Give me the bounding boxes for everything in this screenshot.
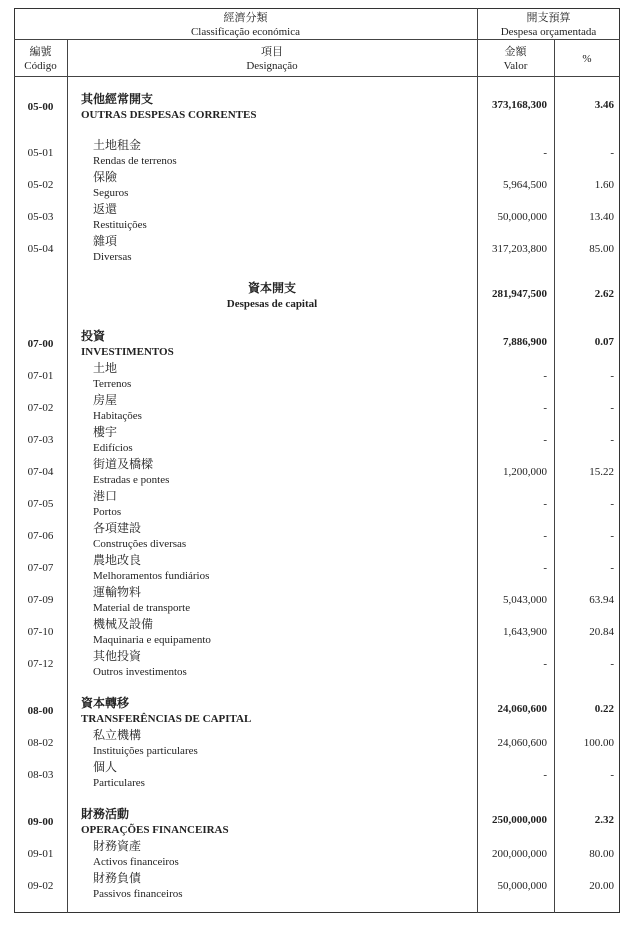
code-header-pt: Código xyxy=(24,60,57,72)
row-percent: - xyxy=(610,769,614,781)
row-code: 05-04 xyxy=(27,243,54,255)
row-name-pt: Terrenos xyxy=(93,378,132,390)
row-name-pt: Estradas e pontes xyxy=(93,474,170,486)
row-value: - xyxy=(543,498,547,510)
row-name-zh: 運輸物料 xyxy=(93,585,142,599)
row-value: - xyxy=(543,370,547,382)
row-percent: - xyxy=(610,658,614,670)
row-code: 08-00 xyxy=(27,705,54,717)
row-percent: 20.00 xyxy=(589,880,614,892)
row-name-zh: 雜項 xyxy=(93,234,118,248)
row-code: 07-07 xyxy=(27,562,54,574)
item-header-pt: Designação xyxy=(246,60,298,72)
row-name-zh: 個人 xyxy=(93,760,118,774)
row-value: - xyxy=(543,147,547,159)
row-value: 50,000,000 xyxy=(497,880,547,892)
row-percent: 20.84 xyxy=(589,626,614,638)
row-percent: 63.94 xyxy=(589,594,614,606)
row-percent: - xyxy=(610,498,614,510)
row-code: 07-04 xyxy=(27,466,54,478)
row-percent: 2.62 xyxy=(594,288,614,300)
row-name-zh: 街道及橋樑 xyxy=(93,457,154,471)
row-value: 24,060,600 xyxy=(497,703,547,715)
row-value: 200,000,000 xyxy=(492,848,547,860)
row-name-pt: Diversas xyxy=(93,251,132,263)
row-name-pt: Maquinaria e equipamento xyxy=(93,634,211,646)
row-name-zh: 投資 xyxy=(81,329,106,343)
row-code: 08-03 xyxy=(27,769,54,781)
row-code: 08-02 xyxy=(27,737,54,749)
row-code: 07-00 xyxy=(27,338,54,350)
row-code: 07-10 xyxy=(27,626,54,638)
row-percent: 15.22 xyxy=(589,466,614,478)
item-header-zh: 項目 xyxy=(261,46,283,58)
row-percent: 1.60 xyxy=(594,179,614,191)
row-name-zh: 土地 xyxy=(93,361,118,375)
row-code: 09-00 xyxy=(27,816,54,828)
row-name-pt: Seguros xyxy=(93,187,129,199)
row-code: 05-03 xyxy=(27,211,54,223)
row-percent: - xyxy=(610,530,614,542)
row-name-pt: Instituições particulares xyxy=(93,745,198,757)
row-code: 05-00 xyxy=(27,101,54,113)
row-name-pt: Construções diversas xyxy=(93,538,187,550)
row-value: 7,886,900 xyxy=(503,336,547,348)
row-value: 373,168,300 xyxy=(492,99,547,111)
row-value: - xyxy=(543,530,547,542)
row-value: 50,000,000 xyxy=(497,211,547,223)
row-name-zh: 農地改良 xyxy=(93,553,142,567)
row-value: 317,203,800 xyxy=(492,243,547,255)
row-name-zh: 資本轉移 xyxy=(81,696,130,710)
row-name-zh: 私立機構 xyxy=(93,728,142,742)
row-value: 5,964,500 xyxy=(503,179,547,191)
row-name-pt: OUTRAS DESPESAS CORRENTES xyxy=(81,109,257,121)
row-code: 07-01 xyxy=(27,370,54,382)
row-percent: 13.40 xyxy=(589,211,614,223)
row-value: 1,200,000 xyxy=(503,466,547,478)
classification-zh: 經濟分類 xyxy=(223,12,268,24)
row-code: 07-05 xyxy=(27,498,54,510)
row-value: 281,947,500 xyxy=(492,288,547,300)
row-value: - xyxy=(543,562,547,574)
divider xyxy=(14,39,620,40)
row-name-zh: 其他投資 xyxy=(93,649,142,663)
row-name-pt: Despesas de capital xyxy=(226,298,318,310)
row-percent: - xyxy=(610,402,614,414)
row-value: - xyxy=(543,769,547,781)
budget-zh: 開支預算 xyxy=(526,12,571,24)
row-percent: 80.00 xyxy=(589,848,614,860)
row-name-pt: OPERAÇÕES FINANCEIRAS xyxy=(81,824,229,836)
row-name-zh: 機械及設備 xyxy=(93,617,154,631)
row-name-zh: 房屋 xyxy=(93,393,118,407)
row-percent: - xyxy=(610,434,614,446)
row-percent: 0.07 xyxy=(594,336,614,348)
row-value: 1,643,900 xyxy=(503,626,547,638)
row-percent: 3.46 xyxy=(594,99,614,111)
row-code: 05-01 xyxy=(27,147,54,159)
divider xyxy=(14,76,620,77)
row-name-pt: TRANSFERÊNCIAS DE CAPITAL xyxy=(81,713,252,725)
value-header-pt: Valor xyxy=(503,60,528,72)
row-code: 07-12 xyxy=(27,658,54,670)
row-name-zh: 財務資產 xyxy=(93,839,142,853)
row-percent: - xyxy=(610,147,614,159)
row-name-pt: Habitações xyxy=(93,410,142,422)
row-value: - xyxy=(543,434,547,446)
row-value: 24,060,600 xyxy=(497,737,547,749)
row-name-pt: Outros investimentos xyxy=(93,666,187,678)
row-percent: 0.22 xyxy=(594,703,614,715)
row-name-pt: Melhoramentos fundiários xyxy=(93,570,210,582)
row-code: 05-02 xyxy=(27,179,54,191)
row-name-zh: 財務活動 xyxy=(81,807,130,821)
row-code: 07-03 xyxy=(27,434,54,446)
row-code: 07-02 xyxy=(27,402,54,414)
row-name-pt: Passivos financeiros xyxy=(93,888,183,900)
row-name-zh: 樓宇 xyxy=(93,425,118,439)
row-name-pt: Activos financeiros xyxy=(93,856,179,868)
divider xyxy=(67,39,68,913)
value-header-zh: 金額 xyxy=(504,46,527,58)
budget-pt: Despesa orçamentada xyxy=(500,26,597,38)
row-name-zh: 返還 xyxy=(93,202,118,216)
pct-header: % xyxy=(582,53,592,65)
row-percent: 100.00 xyxy=(583,737,614,749)
row-percent: 85.00 xyxy=(589,243,614,255)
row-percent: - xyxy=(610,562,614,574)
row-name-zh: 港口 xyxy=(93,489,118,503)
row-name-pt: Restituições xyxy=(93,219,147,231)
row-name-pt: Material de transporte xyxy=(93,602,191,614)
row-value: 250,000,000 xyxy=(492,814,547,826)
row-code: 07-06 xyxy=(27,530,54,542)
row-code: 09-02 xyxy=(27,880,54,892)
row-percent: - xyxy=(610,370,614,382)
row-name-zh: 土地租金 xyxy=(93,138,142,152)
row-name-zh: 資本開支 xyxy=(247,281,296,295)
row-value: 5,043,000 xyxy=(503,594,547,606)
row-value: - xyxy=(543,658,547,670)
row-name-pt: Edifícios xyxy=(93,442,133,454)
row-name-zh: 財務負債 xyxy=(93,871,142,885)
row-name-pt: Particulares xyxy=(93,777,145,789)
row-code: 09-01 xyxy=(27,848,54,860)
row-value: - xyxy=(543,402,547,414)
row-name-zh: 保險 xyxy=(93,170,118,184)
row-code: 07-09 xyxy=(27,594,54,606)
row-name-zh: 各項建設 xyxy=(93,521,142,535)
row-name-zh: 其他經常開支 xyxy=(81,92,154,106)
row-percent: 2.32 xyxy=(594,814,614,826)
row-name-pt: Portos xyxy=(93,506,122,518)
row-name-pt: INVESTIMENTOS xyxy=(81,346,174,358)
row-name-pt: Rendas de terrenos xyxy=(93,155,177,167)
code-header-zh: 編號 xyxy=(29,46,52,58)
classification-pt: Classificação económica xyxy=(190,26,301,38)
